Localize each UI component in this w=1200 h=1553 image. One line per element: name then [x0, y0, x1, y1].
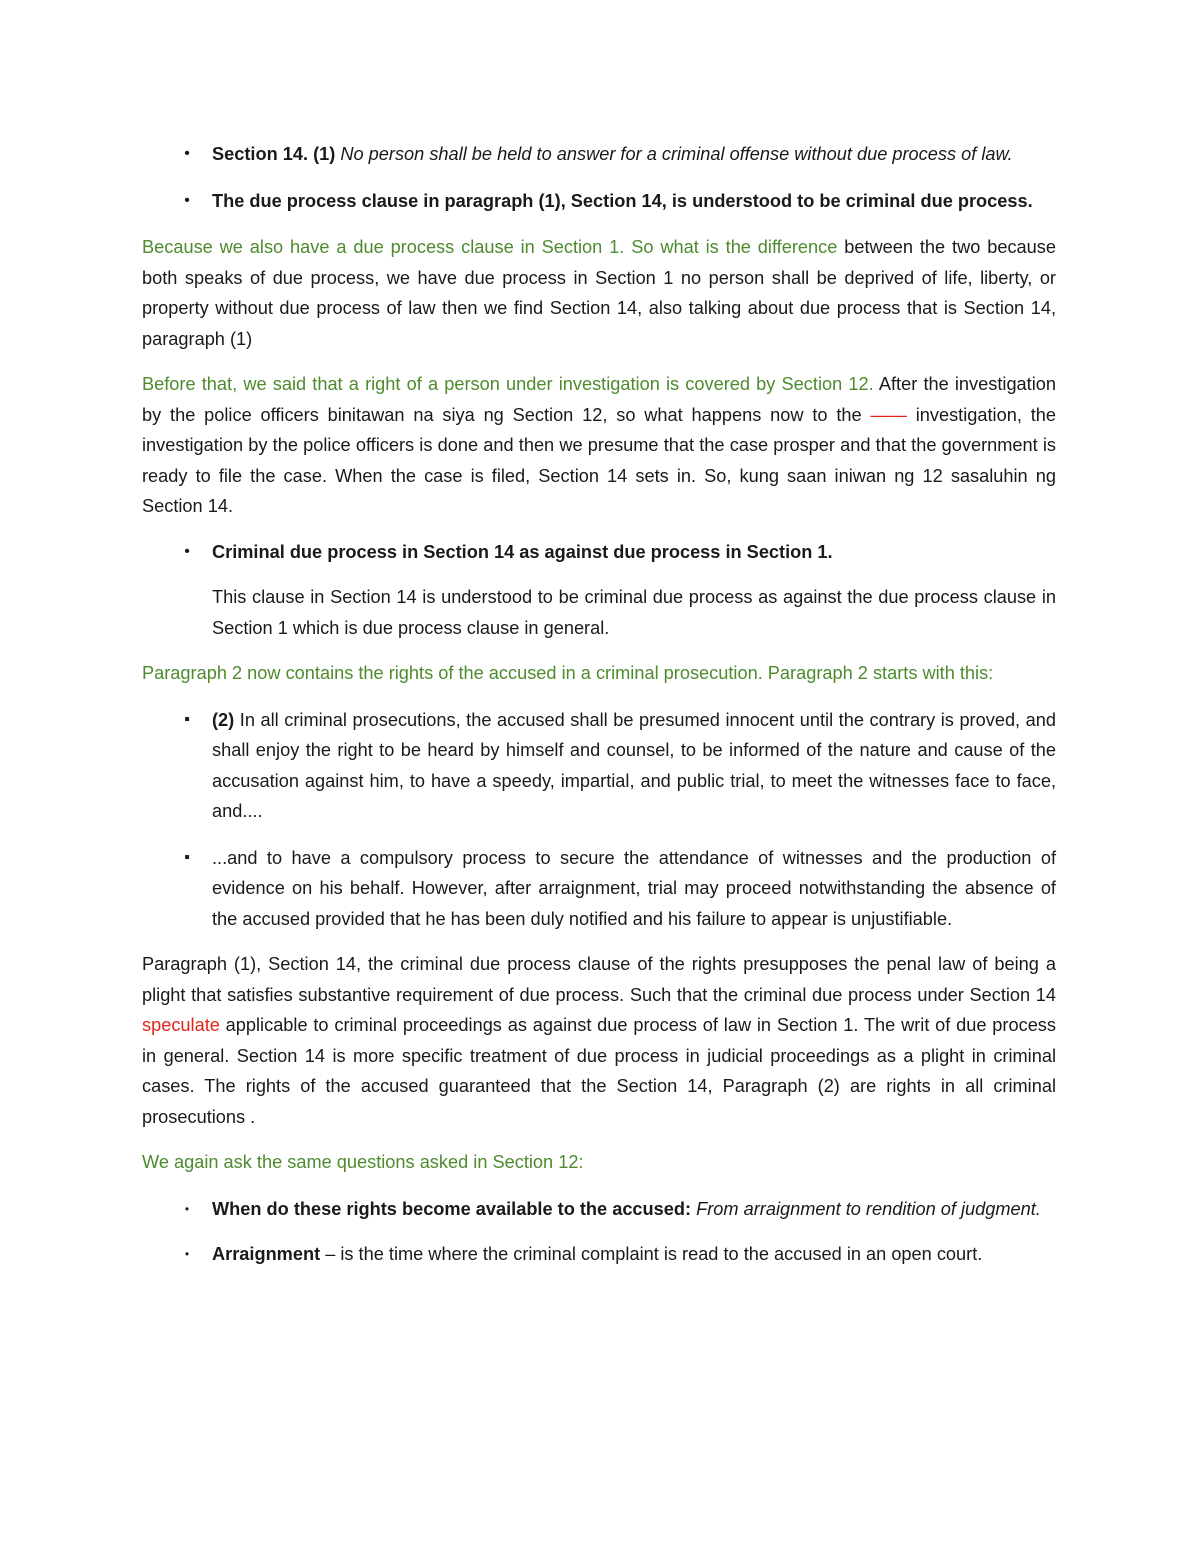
bullet-icon: •	[184, 145, 190, 162]
square-bullet-icon: ▪	[184, 710, 190, 728]
paragraph-text: Paragraph (1), Section 14, the criminal due process clause of the rights presupposes the penal law of being a plight that satisfies substantive requirement of due process. Such that the criminal due process under Section 14	[142, 954, 1056, 1005]
term: Arraignment	[212, 1244, 321, 1264]
bullet-text: Criminal due process in Section 14 as against due process in Section 1.	[212, 541, 833, 562]
small-bullet-icon: •	[184, 1201, 190, 1216]
paragraph-number: (2)	[212, 709, 235, 730]
square-bullet-icon: ▪	[184, 848, 190, 866]
red-word: speculate	[142, 1015, 220, 1035]
small-bullet-icon: •	[184, 1247, 190, 1261]
bullet-compulsory-process	[142, 843, 1056, 935]
red-dash: ——	[870, 404, 907, 425]
bullet-criminal-due-process	[142, 537, 1056, 568]
green-text: Because we also have a due process clause in Section 1. So what is the difference	[142, 237, 838, 257]
paragraph-criminal-due-process	[142, 949, 1056, 1132]
paragraph-text-continued: investigation, the investigation by the police officers is done and then we presume that the case prosper and that the government is ready to file the case. When the case is filed, Section 14 sets in. So, kung saan iniwan ng 12 sasaluhin ng Section 14.	[142, 404, 1056, 516]
bullet-icon: •	[184, 191, 190, 209]
paragraph-questions: We again ask the same questions asked in Section 12:	[142, 1152, 584, 1172]
bullet-when-available	[142, 1194, 1056, 1225]
bullet-answer: From arraignment to rendition of judgment.	[696, 1198, 1041, 1219]
bullet-paragraph-2	[142, 705, 1056, 827]
paragraph-before-that	[142, 369, 1056, 522]
document-body	[142, 139, 1056, 1270]
bullet-icon: •	[184, 542, 190, 560]
bullet-text: ...and to have a compulsory process to secure the attendance of witnesses and the production of evidence on his behalf. However, after arraignment, trial may proceed notwithstanding the absence of the accused provided that he has been duly notified and his failure to appear is unjustifiable.	[212, 847, 1056, 929]
indented-paragraph: This clause in Section 14 is understood to be criminal due process as against the due process clause in Section 1 which is due process clause in general.	[212, 587, 1056, 638]
green-text: Before that, we said that a right of a person under investigation is covered by Section 12.	[142, 374, 874, 394]
paragraph-text: between the two because both speaks of due process, we have due process in Section 1 no person shall be deprived of life, liberty, or property without due process of law then we find Section 14, also talking about due process that is Section 14, paragraph (1)	[142, 237, 1056, 349]
bullet-due-process-clause	[142, 186, 1056, 217]
paragraph-2-intro: Paragraph 2 now contains the rights of the accused in a criminal prosecution. Paragraph 2 starts with this:	[142, 663, 994, 683]
bullet-arraignment	[142, 1239, 1056, 1270]
bullet-text: In all criminal prosecutions, the accused shall be presumed innocent until the contrary is proved, and shall enjoy the right to be heard by himself and counsel, to be informed of the nature and cause of the accusation against him, to have a speedy, impartial, and public trial, to meet the witnesses face to face, and....	[212, 709, 1056, 821]
paragraph-difference	[142, 232, 1056, 354]
paragraph-text-continued: applicable to criminal proceedings as against due process of law in Section 1. The writ of due process in general. Section 14 is more specific treatment of due process in judicial proceedings as a plight in criminal cases. The rights of the accused guaranteed that the Section 14, Paragraph (2) are rights in all criminal prosecutions .	[142, 1015, 1056, 1127]
bullet-section-14	[142, 139, 1056, 170]
section-text: No person shall be held to answer for a criminal offense without due process of law.	[340, 144, 1013, 164]
definition: – is the time where the criminal complaint is read to the accused in an open court.	[325, 1244, 983, 1264]
paragraph-text: After the investigation by the police officers binitawan na siya ng Section 12, so what happens now to the	[142, 374, 1057, 425]
bullet-heading: When do these rights become available to the accused:	[212, 1198, 692, 1219]
bullet-text: The due process clause in paragraph (1), Section 14, is understood to be criminal due process.	[212, 190, 1033, 211]
section-heading: Section 14. (1)	[212, 144, 336, 164]
